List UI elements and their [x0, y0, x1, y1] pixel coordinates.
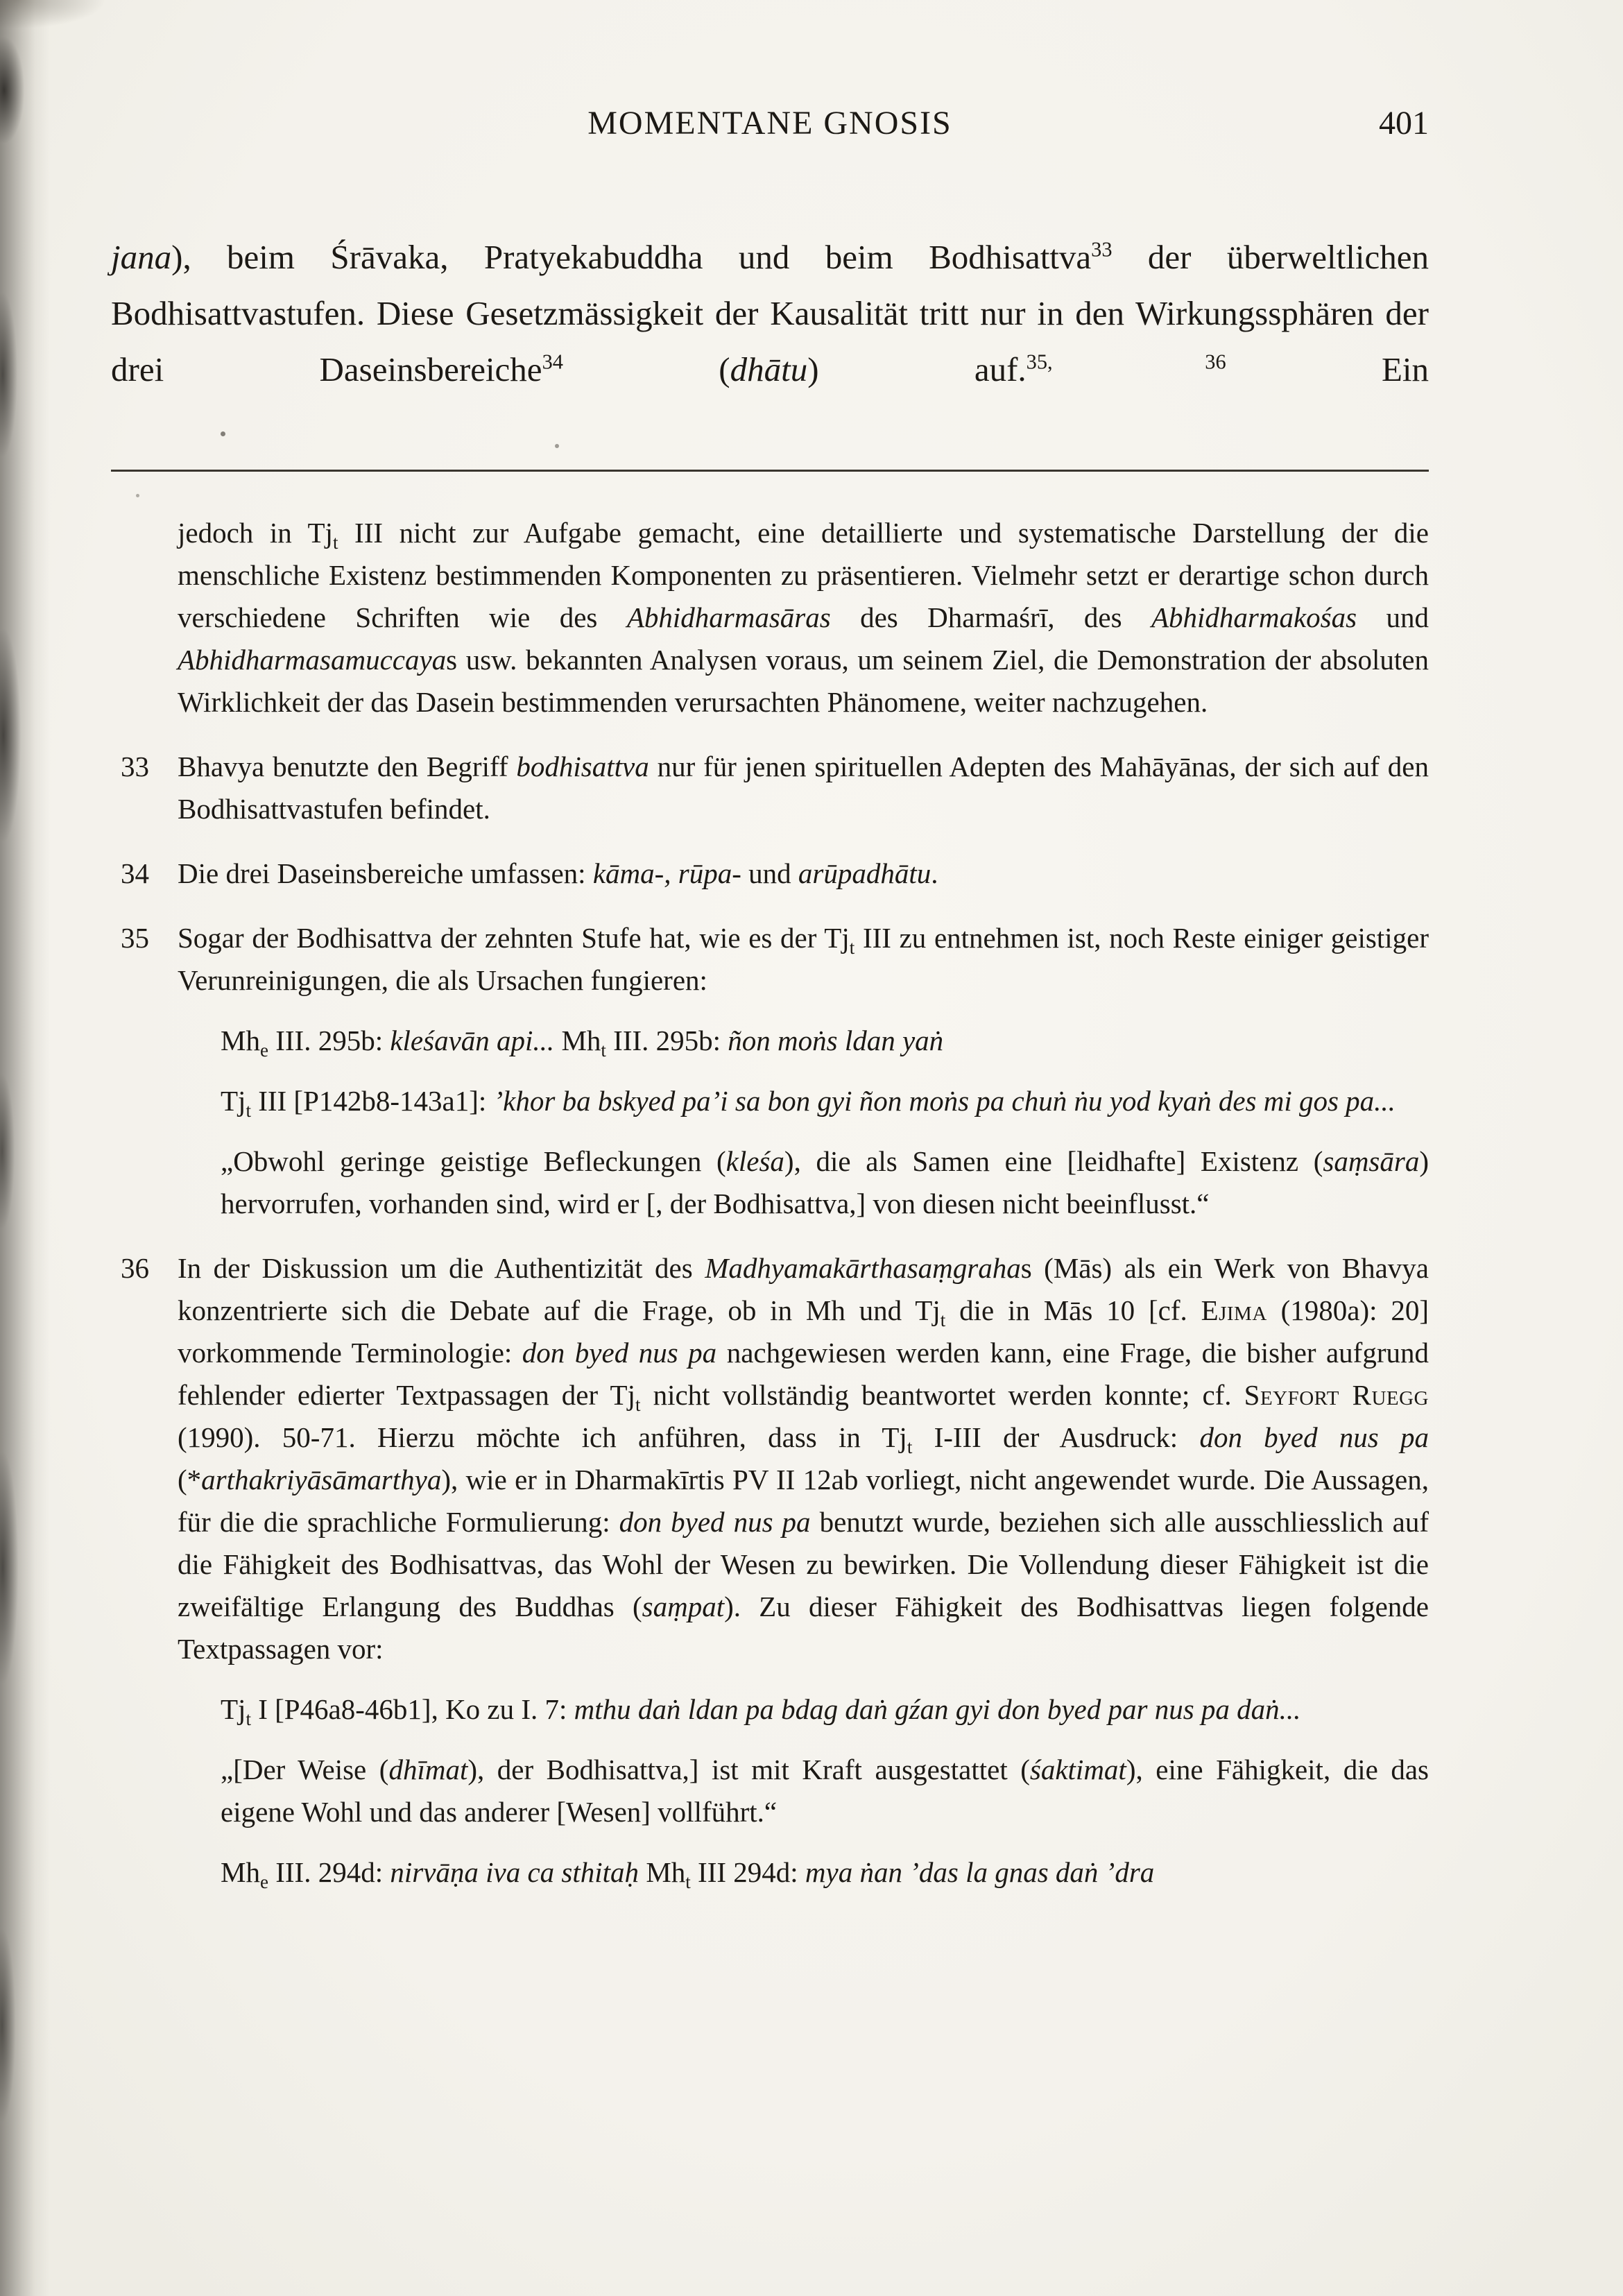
footnote-text: jedoch in $Tj_t$ III nicht zur Aufgabe gemacht, eine detaillierte und systematische Darstellung der die menschliche Existenz bestimmenden Komponenten zu präsentieren. Vielmehr setzt er derartige schon durch verschiedene Schriften wie des Abhidharmasāras des Dharmaśrī, des Abhidharmakośas und Abhidharmasamuccayas usw. bekannten Analysen voraus, um seinem Ziel, die Demonstration der absoluten Wirklichkeit der das Dasein bestimmenden verursachten Phänomene, weiter nachzugehen.: [178, 517, 1429, 718]
footnote-body: [178, 917, 1429, 1225]
footnote-body: [178, 1247, 1429, 1894]
running-title: MOMENTANE GNOSIS: [587, 105, 952, 142]
footnote-33: [121, 746, 1429, 830]
footnote-number: 33: [121, 751, 149, 782]
footnote-number: 34: [121, 857, 149, 889]
footnotes-section: [111, 512, 1429, 1894]
footnote-text: In der Diskussion um die Authentizität des Madhyamakārthasaṃgrahas (Mās) als ein Werk von Bhavya konzentrierte sich die Debate auf die Frage, ob in Mh und $Tj_t$ die in Mās 10 [cf. Ejima (1980a): 20] vorkommende Terminologie: don byed nus pa nachgewiesen werden kann, eine Frage, die bisher aufgrund fehlender edierter Textpassagen der $Tj_t$ nicht vollständig beantwortet werden konnte; cf. Seyfort Ruegg (1990). 50-71. Hierzu möchte ich anführen, dass in $Tj_t$ I-III der Ausdruck: don byed nus pa (*arthakriyāsāmarthya), wie er in Dharmakīrtis PV II 12ab vorliegt, nicht angewendet wurde. Die Aussagen, für die die sprachliche Formulierung: don byed nus pa benutzt wurde, beziehen sich alle ausschliesslich auf die Fähigkeit des Bodhisattvas, das Wohl der Wesen zu bewirken. Die Vollendung dieser Fähigkeit ist die zweifältige Erlangung des Buddhas (saṃpat). Zu dieser Fähigkeit des Bodhisattvas liegen folgende Textpassagen vor:: [178, 1252, 1429, 1665]
footnote-number: 35: [121, 922, 149, 954]
footnote-text: Die drei Daseinsbereiche umfassen: kāma-, rūpa- und arūpadhātu.: [178, 857, 938, 889]
footnote-text: Bhavya benutzte den Begriff bodhisattva nur für jenen spirituellen Adepten des Mahāyānas, der sich auf den Bodhisattvastufen befindet.: [178, 751, 1429, 825]
footnote-quotation: „Obwohl geringe geistige Befleckungen (kleśa), die als Samen eine [leidhafte] Existenz (saṃsāra) hervorrufen, vorhanden sind, wird er [, der Bodhisattva,] von diesen nicht beeinflusst.“: [221, 1145, 1429, 1219]
footnote-34: [121, 853, 1429, 895]
footnote-citation: $Mh_e$ III. 294d: nirvāṇa iva ca sthitaḥ $Mh_t$ III 294d: mya ṅan ’das la gnas daṅ ’dra: [221, 1856, 1155, 1893]
scan-binding-shadow: [0, 0, 50, 2296]
page-header: [111, 104, 1429, 148]
footnote-quotation: „[Der Weise (dhīmat), der Bodhisattva,] ist mit Kraft ausgestattet (śaktimat), eine Fähigkeit, die das eigene Wohl und das anderer [Wesen] vollführt.“: [221, 1754, 1429, 1828]
footnote-citation: $Tj_t$ III [P142b8-143a1]: ’khor ba bskyed pa’i sa bon gyi ñon moṅs pa chuṅ ṅu yod kyaṅ des mi gos pa...: [221, 1085, 1396, 1122]
footnote-number: 36: [121, 1252, 149, 1284]
page-number: 401: [1379, 105, 1429, 142]
footnote-citation: $Mh_e$ III. 295b: kleśavān api... $Mh_t$ III. 295b: ñon moṅs ldan yaṅ: [221, 1025, 944, 1061]
scan-speck: [221, 431, 225, 436]
footnote-body: [178, 512, 1429, 723]
footnote-separator-rule: [111, 470, 1429, 472]
scan-speck: [555, 444, 559, 448]
footnote-continuation: [121, 512, 1429, 723]
footnote-body: [178, 853, 1429, 895]
body-paragraph: jana), beim Śrāvaka, Pratyekabuddha und beim Bodhisattva$^{33}$ der überweltlichen Bodhisattvastufen. Diese Gesetzmässigkeit der Kausalität tritt nur in den Wirkungssphären der drei Daseinsbereiche$^{34}$ (dhātu) auf.$^{35, 36}$ Ein: [111, 237, 1429, 388]
scan-speck: [136, 494, 139, 497]
footnote-35: [121, 917, 1429, 1225]
footnote-citation: $Tj_t$ I [P46a8-46b1], Ko zu I. 7: mthu daṅ ldan pa bdag daṅ gźan gyi don byed par nus pa daṅ...: [221, 1693, 1301, 1730]
footnote-36: [121, 1247, 1429, 1894]
footnote-number: [121, 512, 178, 723]
footnote-text: Sogar der Bodhisattva der zehnten Stufe hat, wie es der $Tj_t$ III zu entnehmen ist, noch Reste einiger geistiger Verunreinigungen, die als Ursachen fungieren:: [178, 922, 1429, 996]
main-text-block: [111, 229, 1429, 397]
footnote-body: [178, 746, 1429, 830]
